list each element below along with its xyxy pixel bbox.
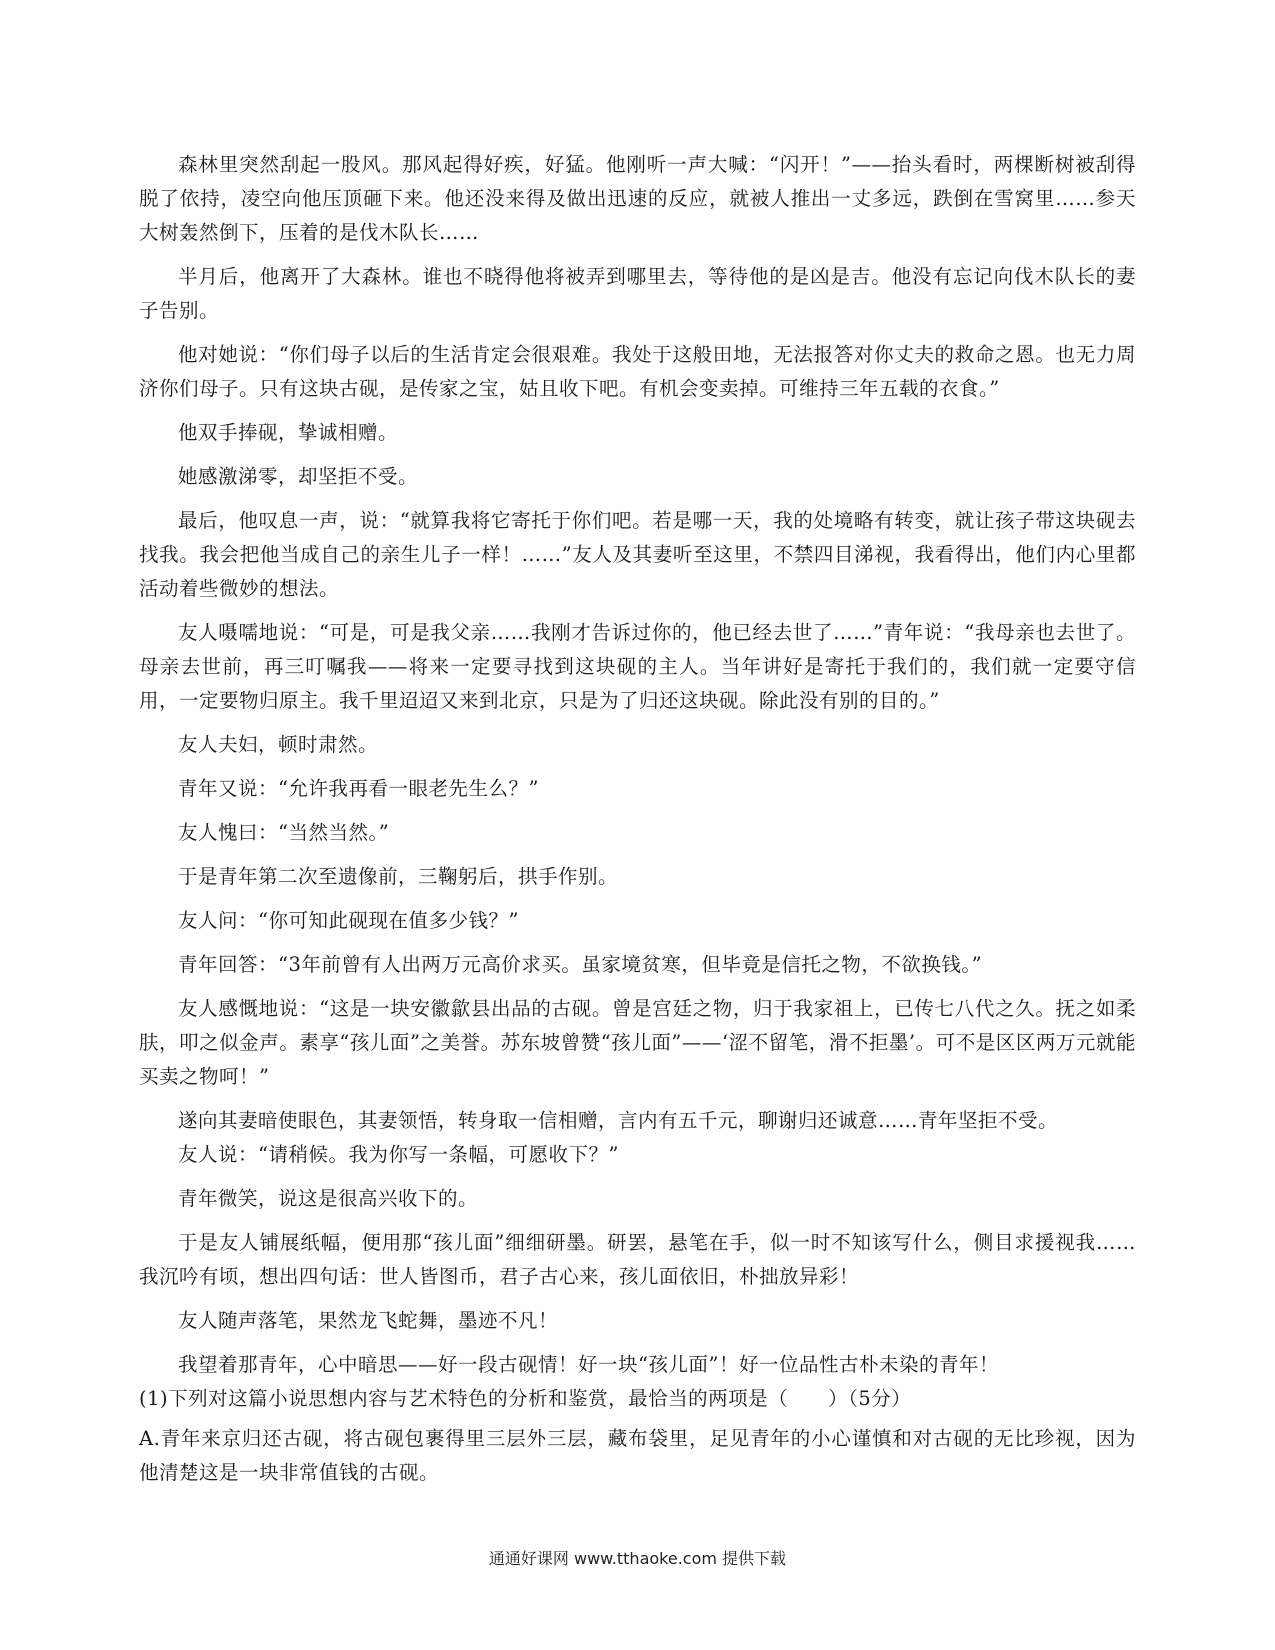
paragraph: 友人嗫嚅地说：“可是，可是我父亲……我刚才告诉过你的，他已经去世了……”青年说：“我母亲也去世了。母亲去世前，再三叮嘱我——将来一定要寻找到这块砚的主人。当年讲好是寄托于我们的，我们就一定要守信用，一定要物归原主。我千里迢迢又来到北京，只是为了归还这块砚。除此没有别的目的。” <box>139 621 1136 712</box>
paragraph: 森林里突然刮起一股风。那风起得好疾，好猛。他刚听一声大喊：“闪开！”——抬头看时，两棵断树被刮得脱了依持，凌空向他压顶砸下来。他还没来得及做出迅速的反应，就被人推出一丈多远，跌倒在雪窝里……参天大树轰然倒下，压着的是伐木队长…… <box>139 153 1136 244</box>
paragraph: 遂向其妻暗使眼色，其妻领悟，转身取一信相赠，言内有五千元，聊谢归还诚意……青年坚拒不受。 <box>178 1109 1059 1132</box>
paragraph: 半月后，他离开了大森林。谁也不晓得他将被弄到哪里去，等待他的是凶是吉。他没有忘记向伐木队长的妻子告别。 <box>139 265 1136 322</box>
option-a: A.青年来京归还古砚，将古砚包裹得里三层外三层，藏布袋里，足见青年的小心谨慎和对古砚的无比珍视，因为他清楚这是一块非常值钱的古砚。 <box>139 1427 1136 1484</box>
paragraph: 于是友人铺展纸幅，便用那“孩儿面”细细研墨。研罢，悬笔在手，似一时不知该写什么，侧目求援视我……我沉吟有顷，想出四句话：世人皆图币，君子古心来，孩儿面依旧，朴拙放异彩！ <box>139 1231 1136 1288</box>
paragraph: 她感激涕零，却坚拒不受。 <box>178 465 419 488</box>
paragraph: 友人夫妇，顿时肃然。 <box>178 733 379 756</box>
paragraph: 青年回答：“3年前曾有人出两万元高价求买。虽家境贫寒，但毕竟是信托之物，不欲换钱。” <box>178 953 983 976</box>
paragraph: 他对她说：“你们母子以后的生活肯定会很艰难。我处于这般田地，无法报答对你丈夫的救命之恩。也无力周济你们母子。只有这块古砚，是传家之宝，姑且收下吧。有机会变卖掉。可维持三年五载的衣食。” <box>139 343 1136 400</box>
paragraph: 友人问：“你可知此砚现在值多少钱？” <box>178 909 519 932</box>
paragraph: 友人愧曰：“当然当然。” <box>178 821 390 844</box>
paragraph: 友人说：“请稍候。我为你写一条幅，可愿收下？” <box>178 1143 619 1166</box>
paragraph: 他双手捧砚，挚诚相赠。 <box>178 421 399 444</box>
paragraph: 我望着那青年，心中暗思——好一段古砚情！好一块“孩儿面”！好一位品性古朴未染的青年！ <box>178 1353 999 1376</box>
document-body <box>139 148 1136 1490</box>
paragraph: 青年微笑，说这是很高兴收下的。 <box>178 1187 479 1210</box>
paragraph: 于是青年第二次至遗像前，三鞠躬后，拱手作别。 <box>178 865 619 888</box>
page-footer: 通通好课网 www.tthaoke.com 提供下载 <box>488 1549 787 1568</box>
paragraph: 青年又说：“允许我再看一眼老先生么？” <box>178 777 539 800</box>
paragraph: 友人随声落笔，果然龙飞蛇舞，墨迹不凡！ <box>178 1309 559 1332</box>
paragraph: 友人感慨地说：“这是一块安徽歙县出品的古砚。曾是宫廷之物，归于我家祖上，已传七八代之久。抚之如柔肤，叩之似金声。素享“孩儿面”之美誉。苏东坡曾赞“孩儿面”——‘涩不留笔，滑不拒墨’。可不是区区两万元就能买卖之物呵！” <box>139 997 1136 1088</box>
question-1: (1)下列对这篇小说思想内容与艺术特色的分析和鉴赏，最恰当的两项是（ ）（5分） <box>139 1387 912 1410</box>
paragraph: 最后，他叹息一声，说：“就算我将它寄托于你们吧。若是哪一天，我的处境略有转变，就让孩子带这块砚去找我。我会把他当成自己的亲生儿子一样！……”友人及其妻听至这里，不禁四目涕视，我看得出，他们内心里都活动着些微妙的想法。 <box>139 509 1136 600</box>
